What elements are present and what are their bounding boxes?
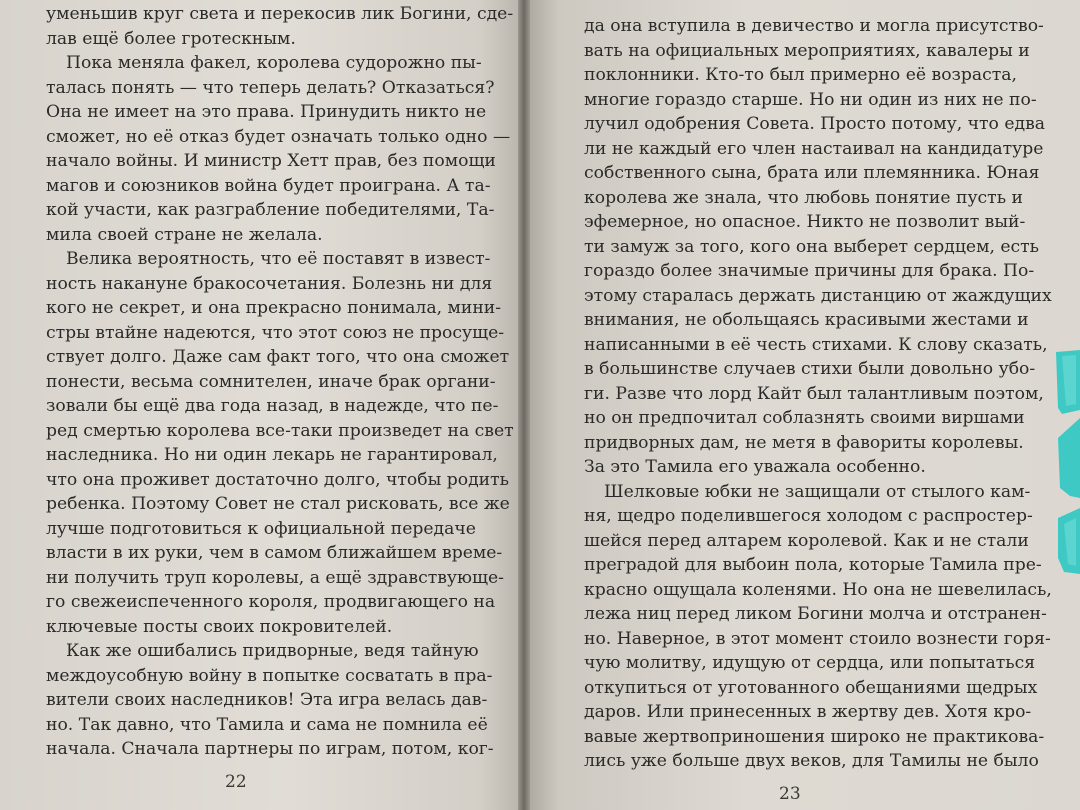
text-line: Как же ошибались придворные, ведя тайную [66,641,479,661]
text-line: Пока меняла факел, королева судорожно пы- [66,53,482,73]
left-page [0,0,522,810]
text-line: красно ощущала коленями. Но она не шевелилась, [584,579,1052,600]
text-line: понести, весьма сомнителен, иначе брак органи- [46,371,496,392]
text-line: кой участи, как разграбление победителями, Та- [46,200,495,220]
text-line: поклонники. Кто-то был примерно её возраста, [584,65,1018,85]
text-line: вавые жертвоприношения широко не практикова- [584,726,1045,747]
text-line: начала. Сначала партнеры по играм, потом, ког- [46,739,494,759]
text-line: ключевые посты своих покровителей. [46,616,393,637]
text-line: ность накануне бракосочетания. Болезнь ни для [46,273,493,294]
text-line: что она проживет достаточно долго, чтобы родить [46,469,509,490]
text-line: эфемерное, но опасное. Никто не позволит вый- [584,212,1026,232]
book-spine-gutter [518,0,530,810]
text-line: ребенка. Поэтому Совет не стал рисковать, все же [46,494,510,514]
text-line: ги. Разве что лорд Кайт был талантливым поэтом, [584,383,1044,404]
text-line: откупиться от уготованного обещаниями щедрых [584,677,1038,698]
text-line: Велика вероятность, что её поставят в извест- [66,249,491,269]
text-line: лись уже больше двух веков, для Тамилы не было [584,751,1039,771]
text-line: го свежеиспеченного короля, продвигающего на [46,592,496,612]
text-line: ти замуж за того, кого она выберет сердцем, есть [584,236,1040,257]
text-line: чую молитву, идущую от сердца, или попытаться [584,653,1036,673]
text-line: ствует долго. Даже сам факт того, что она сможет [46,347,510,367]
text-line: собственного сына, брата или племянника. Юная [584,163,1040,183]
text-line: внимания, не обольщаясь красивыми жестами и [584,310,1029,330]
text-line: междоусобную войну в попытке сосватать в пра- [46,665,493,686]
text-line: талась понять — что теперь делать? Отказаться? [46,77,495,98]
text-line: ня, щедро поделившегося холодом с распростер- [584,506,1033,526]
text-line: сможет, но её отказ будет означать только одно — [46,126,511,147]
text-line: но он предпочитал соблазнять своими виршами [584,408,1025,428]
text-line: придворных дам, не метя в фавориты королевы. [584,432,1024,453]
text-line: лав ещё более гротескным. [46,28,296,49]
right-page-number: 23 [779,784,801,804]
text-line: вать на официальных мероприятиях, кавалеры и [584,40,1030,61]
right-page-text [584,14,1052,774]
left-page-text [46,2,514,762]
text-line: в большинстве случаев стихи были довольно убо- [584,359,1036,379]
text-line: гораздо более значимые причины для брака. По- [584,261,1035,281]
text-line: многие гораздо старше. Но ни один из них не по- [584,89,1037,110]
text-line: За это Тамила его уважала особенно. [584,457,926,477]
text-line: да она вступила в девичество и могла присутство- [584,16,1044,36]
text-line: лежа ниц перед ликом Богини молча и отстранен- [584,604,1047,624]
text-line: ред смертью королева все-таки произведет на свет [46,420,514,441]
text-line: вители своих наследников! Эта игра велась дав- [46,690,488,710]
text-line: преградой для выбоин пола, которые Тамила пре- [584,555,1042,575]
text-line: мила своей стране не желала. [46,224,323,245]
text-line: ни получить труп королевы, а ещё здравствующе- [46,567,504,588]
text-line: стры втайне надеются, что этот союз не просуще- [46,322,505,343]
text-line: даров. Или принесенных в жертву дев. Хотя кро- [584,702,1032,722]
text-line: королева же знала, что любовь понятие пусть и [584,187,1023,208]
text-line: но. Наверное, в этот момент стоило вознести горя- [584,628,1051,649]
text-line: Шелковые юбки не защищали от стылого кам- [604,481,1031,502]
text-line: власти в их руки, чем в самом ближайшем време- [46,543,503,563]
text-line: ли не каждый его член настаивал на кандидатуре [584,138,1044,159]
text-line: этому старалась держать дистанцию от жаждущих [584,285,1052,306]
text-line: Она не имеет на это права. Принудить никто не [46,102,487,122]
text-line: шейся перед алтарем королевой. Как и не стали [584,530,1029,551]
text-line: написанными в её честь стихами. К слову сказать, [584,334,1048,355]
text-line: лучил одобрения Совета. Просто потому, что едва [584,114,1045,134]
left-page-number: 22 [225,772,247,792]
text-line: наследника. Но ни один лекарь не гарантировал, [46,445,498,465]
text-line: начало войны. И министр Хетт прав, без помощи [46,151,496,171]
text-line: лучше подготовиться к официальной передаче [46,518,476,539]
text-line: магов и союзников война будет проиграна. А та- [46,175,491,196]
text-line: зовали бы ещё два года назад, в надежде, что пе- [46,396,499,416]
right-page [526,0,1080,810]
text-line: уменьшив круг света и перекосив лик Богини, сде- [46,4,514,24]
bookmark-clip [1040,348,1080,578]
text-line: но. Так давно, что Тамила и сама не помнила её [46,714,488,735]
text-line: кого не секрет, и она прекрасно понимала, мини- [46,298,502,318]
